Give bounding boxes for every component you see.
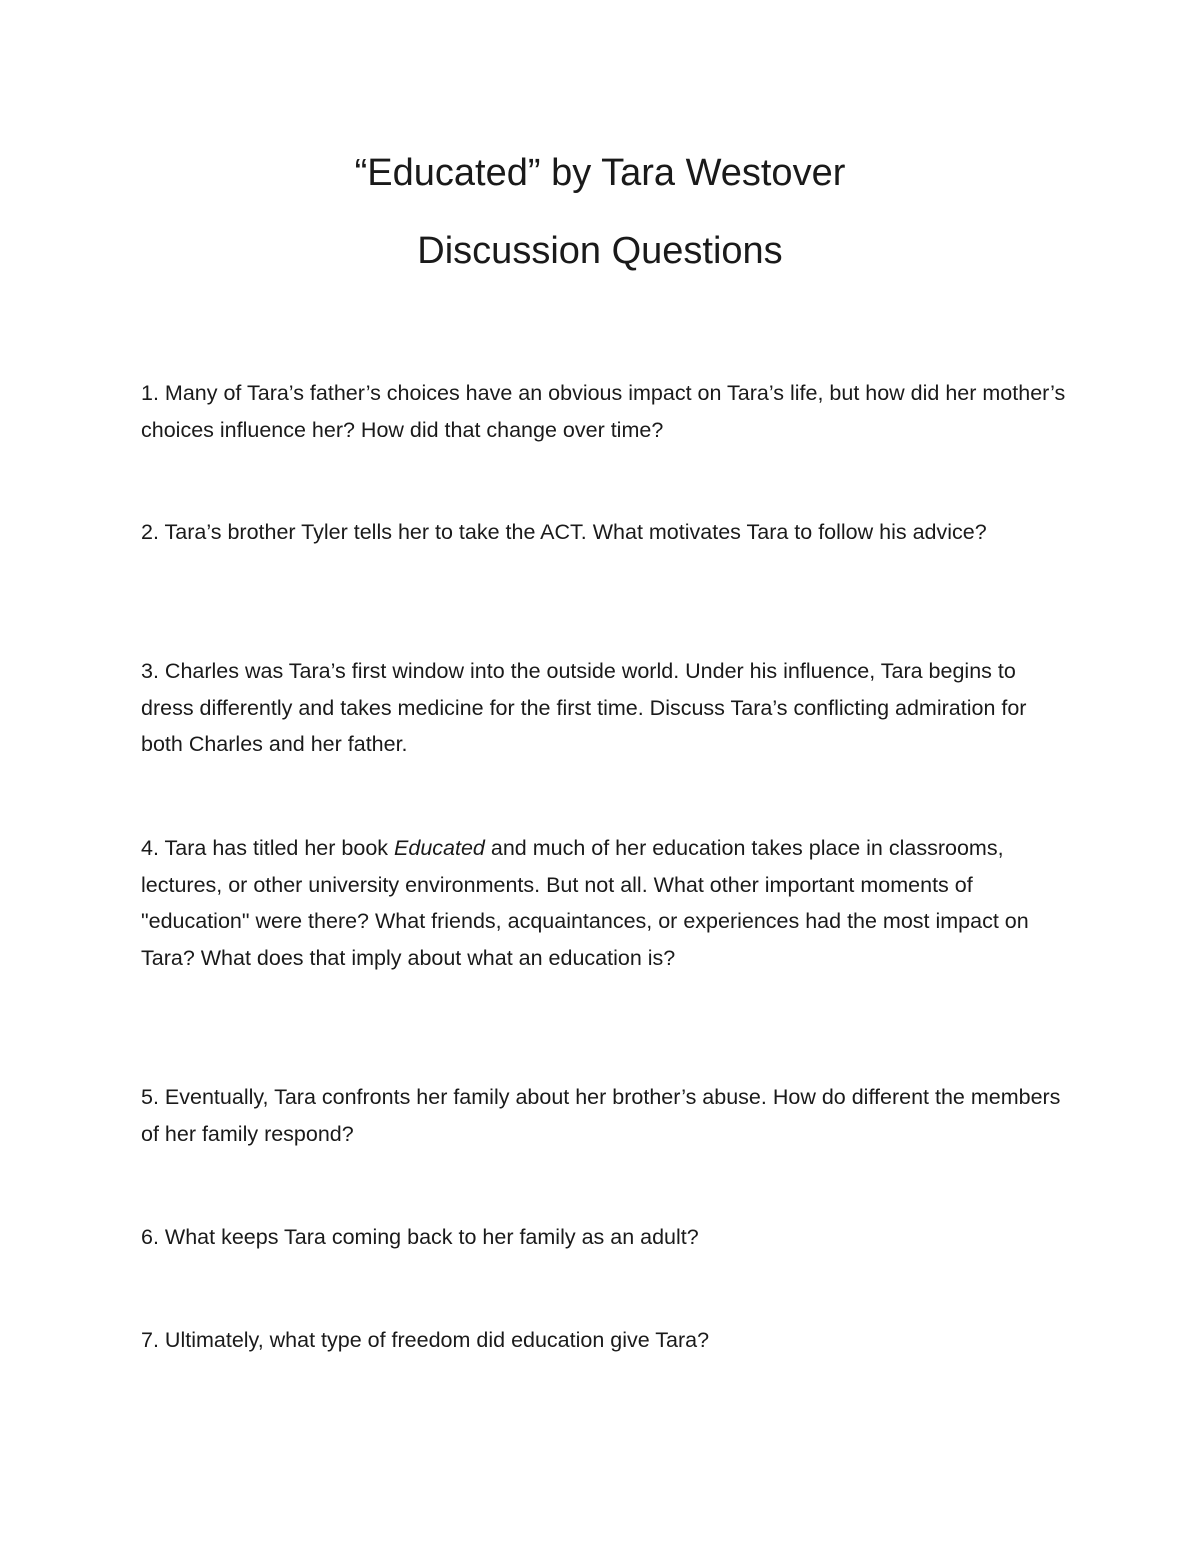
question-7: [141, 1322, 1066, 1359]
question-2: [141, 514, 1066, 551]
question-number: 7.: [141, 1328, 159, 1352]
question-number: 1.: [141, 381, 159, 405]
book-title-italic: Educated: [394, 836, 485, 860]
question-text: What keeps Tara coming back to her family as an adult?: [164, 1225, 699, 1249]
question-number: 5.: [141, 1085, 159, 1109]
question-5: [141, 1079, 1066, 1152]
question-number: 2.: [141, 520, 159, 544]
question-text-start: Tara has titled her book: [164, 836, 389, 860]
question-text-end: and much of her education takes place in classrooms, lectures, or other university environments. But not all. What other important moments of "education" were there? What friends, acquaintances, or experiences had the most impact on Tara? What does that imply about what an education is?: [141, 836, 1029, 970]
document-title: “Educated” by Tara Westover: [354, 152, 846, 194]
question-number: 4.: [141, 836, 159, 860]
question-text: Many of Tara’s father’s choices have an obvious impact on Tara’s life, but how did her mother’s choices influence her? How did that change over time?: [141, 381, 1066, 442]
question-3: [141, 653, 1066, 763]
question-text: Ultimately, what type of freedom did education give Tara?: [164, 1328, 710, 1352]
question-text: Eventually, Tara confronts her family about her brother’s abuse. How do different the members of her family respond?: [141, 1085, 1061, 1146]
document-subtitle: Discussion Questions: [417, 230, 783, 272]
question-4: [141, 830, 1066, 976]
question-number: 3.: [141, 659, 159, 683]
question-6: [141, 1219, 1066, 1256]
question-text: Tara’s brother Tyler tells her to take the ACT. What motivates Tara to follow his advice?: [164, 520, 987, 544]
question-1: [141, 375, 1066, 448]
question-number: 6.: [141, 1225, 159, 1249]
question-text: Charles was Tara’s first window into the outside world. Under his influence, Tara begins to dress differently and takes medicine for the first time. Discuss Tara’s conflicting admiration for both Charles and her father.: [141, 659, 1027, 756]
